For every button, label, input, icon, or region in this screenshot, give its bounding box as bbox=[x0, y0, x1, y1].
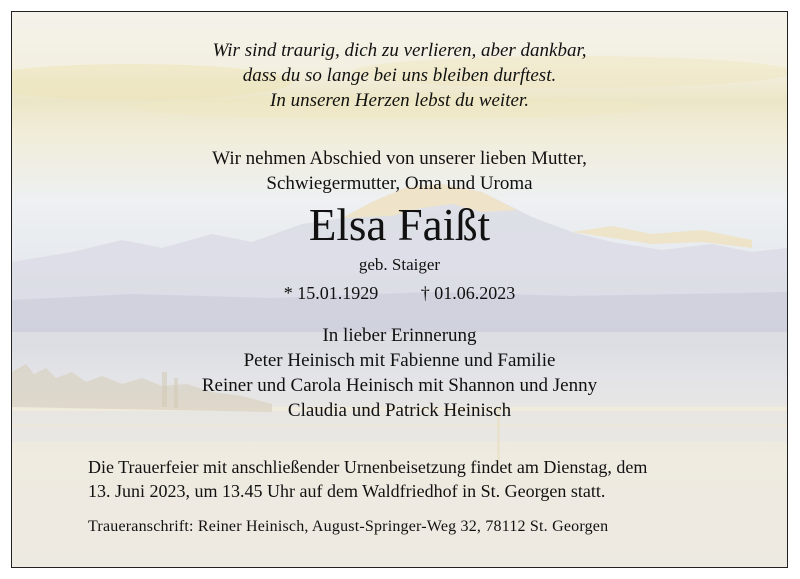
obituary-content bbox=[12, 12, 787, 567]
verse-line: Wir sind traurig, dich zu verlieren, aber dankbar, bbox=[212, 40, 587, 61]
ceremony-line: 13. Juni 2023, um 13.45 Uhr auf dem Waldfriedhof in St. Georgen statt. bbox=[88, 481, 606, 501]
intro-line: Schwiegermutter, Oma und Uroma bbox=[266, 173, 533, 194]
birth-date: * 15.01.1929 bbox=[283, 283, 379, 303]
ceremony-line: Die Trauerfeier mit anschließender Urnenbeisetzung findet am Dienstag, dem bbox=[88, 457, 648, 477]
mourners-block bbox=[12, 323, 787, 423]
maiden-name: geb. Staiger bbox=[358, 255, 441, 274]
mourning-address: Traueranschrift: Reiner Heinisch, August-Springer-Weg 32, 78112 St. Georgen bbox=[88, 518, 609, 535]
life-dates bbox=[12, 281, 787, 305]
intro-line: Wir nehmen Abschied von unserer lieben Mutter, bbox=[212, 148, 587, 169]
farewell-intro bbox=[12, 146, 787, 196]
mourner-line: Claudia und Patrick Heinisch bbox=[287, 400, 512, 421]
verse-line: In unseren Herzen lebst du weiter. bbox=[270, 90, 529, 111]
mourner-line: Peter Heinisch mit Fabienne und Familie bbox=[243, 350, 556, 371]
mourner-line: Reiner und Carola Heinisch mit Shannon und Jenny bbox=[201, 375, 598, 396]
memorial-verse bbox=[12, 38, 787, 113]
verse-line: dass du so lange bei uns bleiben durftest. bbox=[242, 65, 557, 86]
death-date: † 01.06.2023 bbox=[420, 283, 516, 303]
mourners-heading: In lieber Erinnerung bbox=[322, 325, 477, 346]
obituary-card bbox=[11, 11, 788, 568]
funeral-ceremony-notice bbox=[88, 455, 737, 503]
deceased-name: Elsa Faißt bbox=[308, 200, 491, 250]
